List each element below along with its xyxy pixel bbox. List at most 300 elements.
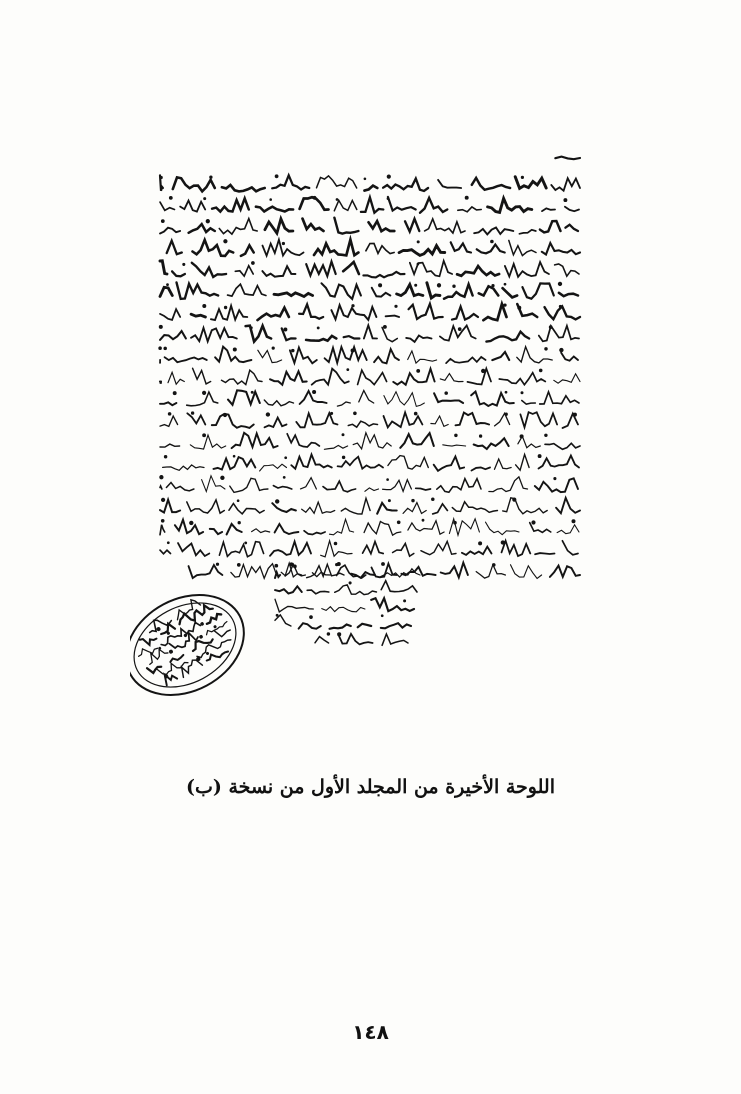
ink-stroke: [522, 401, 536, 405]
ink-stroke: [468, 369, 492, 385]
ink-stroke: [509, 240, 536, 255]
ink-stroke: [222, 185, 265, 191]
ink-dot: [161, 220, 164, 223]
ink-dot: [203, 305, 206, 308]
ink-stroke: [312, 369, 349, 385]
ink-dot: [493, 564, 496, 567]
ink-stroke: [307, 590, 329, 594]
ink-stroke: [474, 228, 513, 235]
ink-stroke: [403, 503, 426, 514]
ink-dot: [331, 412, 333, 414]
ink-stroke: [441, 563, 468, 578]
ink-stroke: [301, 478, 317, 489]
ink-stroke: [519, 230, 535, 234]
ink-stroke: [344, 336, 360, 338]
ink-stroke: [160, 416, 178, 426]
ink-stroke: [338, 634, 373, 645]
manuscript-text-block: [159, 157, 580, 579]
ink-dot: [161, 498, 164, 501]
ink-stroke: [452, 502, 497, 513]
ink-stroke: [322, 607, 365, 612]
ink-dot: [465, 196, 468, 199]
ink-stroke: [393, 369, 434, 385]
ink-dot: [387, 175, 390, 178]
ink-stroke: [522, 283, 553, 298]
ink-dot: [521, 176, 523, 178]
ink-stroke: [443, 445, 466, 446]
ink-dot: [251, 391, 253, 393]
ink-dot: [266, 413, 269, 416]
ink-stroke: [173, 177, 215, 191]
ink-stroke: [317, 176, 357, 188]
ink-dot: [559, 305, 561, 307]
ink-stroke: [258, 350, 282, 362]
ink-dot: [317, 327, 319, 329]
ink-stroke: [167, 241, 182, 255]
ink-stroke: [160, 261, 167, 274]
ink-stroke: [382, 327, 397, 341]
ink-stroke: [178, 543, 209, 556]
ink-dot: [337, 563, 340, 566]
ink-stroke: [140, 633, 158, 648]
ink-stroke: [163, 465, 204, 470]
ink-stroke: [314, 240, 358, 256]
ink-stroke: [334, 218, 358, 234]
ink-stroke: [252, 529, 270, 533]
ink-stroke: [353, 433, 391, 449]
ink-stroke: [535, 553, 554, 554]
ink-stroke: [539, 326, 579, 342]
ink-stroke: [369, 221, 395, 231]
ink-dot: [382, 563, 385, 566]
ink-dot: [164, 347, 167, 350]
ink-stroke: [287, 434, 319, 447]
ink-stroke: [260, 464, 287, 471]
ink-stroke: [270, 371, 307, 384]
ink-stroke: [162, 670, 178, 685]
ink-stroke: [377, 503, 397, 514]
ink-stroke: [382, 634, 408, 645]
ink-dot: [422, 519, 424, 521]
ink-stroke: [486, 332, 529, 342]
ink-dot: [404, 600, 406, 602]
ink-dot: [167, 542, 169, 544]
ink-dot: [397, 521, 400, 524]
ink-stroke: [440, 326, 476, 341]
ink-stroke: [384, 392, 425, 407]
ink-dot: [445, 392, 448, 395]
ink-stroke: [330, 625, 351, 629]
ink-dot: [282, 242, 284, 244]
ink-dot: [294, 565, 297, 568]
ink-stroke: [476, 565, 505, 578]
ink-dot: [492, 284, 494, 286]
ink-stroke: [227, 524, 242, 534]
ink-dot: [184, 634, 187, 637]
ink-dot: [521, 392, 523, 394]
ink-stroke: [262, 266, 295, 276]
ink-stroke: [168, 372, 184, 384]
ink-dot: [159, 347, 162, 350]
ink-dot: [379, 284, 382, 287]
ink-stroke: [383, 179, 428, 191]
ownership-seal: [130, 575, 261, 714]
ink-dot: [237, 500, 239, 502]
ink-dot: [313, 196, 316, 199]
ink-dot: [558, 282, 561, 285]
ink-dot: [156, 627, 160, 631]
ink-stroke: [219, 219, 257, 235]
ink-dot: [351, 349, 354, 352]
ink-dot: [388, 500, 390, 502]
ink-dot: [251, 327, 253, 329]
ink-stroke: [446, 357, 486, 363]
ink-dot: [395, 305, 397, 307]
ink-stroke: [410, 261, 452, 277]
ink-dot: [458, 328, 461, 331]
ink-stroke: [393, 544, 414, 557]
ink-stroke: [495, 459, 512, 469]
ink-dot: [432, 498, 435, 501]
manuscript-image: [130, 140, 590, 760]
ink-stroke: [302, 502, 335, 513]
ink-stroke: [160, 309, 180, 320]
ink-dot: [167, 284, 169, 286]
ink-dot: [520, 435, 523, 438]
ink-stroke: [187, 413, 205, 424]
ink-dot: [518, 306, 521, 309]
ink-stroke: [477, 245, 505, 254]
ink-dot: [183, 263, 185, 265]
ink-dot: [455, 434, 457, 436]
ink-stroke: [265, 418, 287, 428]
ink-stroke: [372, 288, 391, 297]
ink-stroke: [420, 198, 447, 213]
ink-stroke: [147, 662, 162, 674]
ink-stroke: [246, 326, 272, 342]
ink-stroke: [474, 438, 509, 449]
ink-stroke: [214, 457, 256, 469]
ink-stroke: [489, 477, 528, 492]
ink-stroke: [337, 402, 350, 406]
ink-stroke: [381, 581, 417, 592]
ink-stroke: [517, 304, 537, 317]
ink-stroke: [235, 266, 253, 276]
ink-stroke: [462, 547, 492, 555]
ink-stroke: [275, 524, 299, 534]
ink-stroke: [539, 456, 580, 469]
ink-dot: [204, 198, 206, 200]
ink-stroke: [358, 624, 372, 627]
ink-dot: [210, 176, 212, 178]
ink-dot: [417, 369, 420, 372]
ink-stroke: [330, 519, 354, 535]
ink-dot: [223, 413, 226, 416]
ink-stroke: [322, 283, 361, 299]
ink-dot: [415, 284, 417, 286]
ink-stroke: [540, 392, 579, 404]
ink-stroke: [169, 653, 184, 663]
ink-dot: [352, 305, 354, 307]
ink-dot: [173, 392, 176, 395]
ink-stroke: [158, 622, 175, 636]
ink-dot: [252, 262, 255, 265]
ink-dot: [538, 455, 541, 458]
figure-caption: اللوحة الأخيرة من المجلد الأول من نسخة (ب): [186, 776, 555, 798]
ink-dot: [417, 263, 419, 265]
ink-stroke: [160, 287, 172, 296]
ink-stroke: [503, 498, 548, 514]
ink-dot: [313, 390, 316, 393]
ink-stroke: [187, 500, 225, 513]
ink-stroke: [371, 598, 414, 611]
ink-stroke: [565, 225, 578, 231]
ink-dot: [564, 199, 567, 202]
ink-stroke: [562, 541, 578, 555]
ink-dot: [347, 369, 349, 371]
ink-stroke: [561, 353, 578, 361]
ink-stroke: [258, 308, 289, 320]
ink-stroke: [166, 483, 194, 491]
ink-stroke: [160, 331, 186, 340]
ink-stroke: [488, 198, 532, 212]
ink-stroke: [472, 467, 491, 470]
ink-stroke: [315, 637, 329, 643]
ink-stroke: [212, 198, 249, 211]
ink-stroke: [324, 445, 347, 449]
ink-stroke: [160, 228, 180, 234]
ink-stroke: [565, 207, 579, 212]
ink-stroke: [550, 566, 580, 577]
ink-dot: [513, 498, 516, 501]
ink-stroke: [381, 623, 411, 628]
ink-stroke: [437, 479, 481, 493]
ink-stroke: [331, 305, 376, 320]
ink-stroke: [192, 263, 226, 277]
ink-stroke: [291, 455, 332, 469]
ink-stroke: [471, 392, 514, 406]
ink-stroke: [434, 393, 463, 403]
ink-dot: [160, 476, 163, 479]
ink-stroke: [323, 481, 356, 492]
ink-dot: [168, 413, 171, 416]
ink-dot: [160, 176, 162, 178]
ink-stroke: [492, 352, 509, 360]
ink-dot: [560, 348, 563, 351]
ink-stroke: [222, 370, 263, 384]
ink-dot: [206, 652, 209, 655]
ink-stroke: [265, 219, 293, 233]
ink-stroke: [193, 368, 211, 384]
ink-stroke: [212, 414, 254, 428]
ink-dot: [532, 521, 535, 524]
ink-stroke: [299, 304, 323, 318]
ink-dot: [167, 632, 170, 635]
ink-dot: [272, 347, 274, 349]
ink-stroke: [363, 542, 384, 554]
ink-stroke: [405, 219, 419, 232]
ink-dot: [479, 542, 482, 545]
ink-stroke: [299, 623, 321, 629]
ink-dot: [203, 434, 206, 437]
ink-stroke: [456, 413, 490, 426]
ink-dot: [504, 283, 506, 285]
ink-stroke: [160, 486, 162, 489]
ink-dot: [417, 241, 419, 243]
ink-stroke: [205, 612, 222, 624]
ink-stroke: [542, 208, 555, 211]
ink-stroke: [191, 328, 237, 342]
ink-stroke: [241, 245, 254, 256]
ink-dot: [284, 328, 287, 331]
ink-dot: [354, 412, 357, 415]
ink-dot: [275, 564, 278, 567]
ink-stroke: [458, 207, 481, 212]
ink-stroke: [230, 478, 268, 492]
ink-dot: [387, 198, 389, 200]
ink-stroke: [486, 522, 520, 535]
ink-stroke: [306, 336, 336, 341]
ink-stroke: [189, 565, 223, 578]
ink-stroke: [408, 351, 437, 363]
ink-dot: [412, 499, 414, 501]
ink-stroke: [409, 304, 443, 319]
ink-stroke: [341, 498, 370, 514]
ink-stroke: [256, 207, 293, 212]
ink-dot: [554, 478, 556, 480]
ink-dot: [237, 564, 240, 567]
ink-stroke: [228, 390, 260, 405]
ink-dot: [504, 304, 506, 306]
ink-stroke: [457, 266, 499, 276]
ink-stroke: [175, 520, 203, 534]
ink-stroke: [551, 178, 580, 191]
ink-dot: [414, 412, 417, 415]
ink-stroke: [180, 201, 205, 212]
ink-dot: [203, 391, 206, 394]
ink-stroke: [502, 541, 531, 556]
ink-dot: [349, 582, 351, 584]
ink-stroke: [479, 286, 499, 295]
ink-stroke: [399, 246, 445, 256]
ink-stroke: [559, 293, 578, 296]
ink-stroke: [434, 457, 464, 471]
ink-dot: [285, 457, 287, 459]
ink-dot: [574, 413, 577, 416]
ink-stroke: [232, 433, 278, 448]
ink-stroke: [165, 357, 207, 362]
ink-stroke: [499, 373, 545, 385]
ink-stroke: [438, 180, 461, 188]
ink-stroke: [160, 444, 180, 447]
ink-stroke: [303, 219, 324, 231]
ink-stroke: [503, 288, 517, 297]
ink-dot: [539, 369, 542, 372]
ink-stroke: [160, 402, 176, 405]
ink-stroke: [416, 488, 431, 490]
ink-stroke: [358, 370, 387, 384]
ink-stroke: [365, 186, 378, 191]
ink-dot: [482, 369, 485, 372]
ink-stroke: [160, 550, 171, 554]
ink-stroke: [272, 503, 296, 512]
ink-dot: [545, 434, 547, 436]
ink-stroke: [408, 521, 444, 535]
ink-dot: [292, 349, 294, 351]
ink-dot: [191, 412, 193, 414]
ink-dot: [501, 541, 504, 544]
ink-dot: [224, 306, 226, 308]
ink-stroke: [359, 391, 374, 404]
ink-stroke: [542, 243, 580, 255]
ink-dot: [364, 178, 366, 180]
ink-stroke: [516, 454, 530, 470]
ink-stroke: [444, 284, 473, 298]
ink-dot: [491, 240, 494, 243]
ink-stroke: [400, 433, 434, 448]
ink-stroke: [273, 486, 291, 489]
ink-stroke: [452, 307, 478, 320]
ink-stroke: [511, 565, 542, 579]
ink-stroke: [191, 314, 205, 317]
ink-stroke: [431, 416, 448, 426]
ink-dot: [159, 647, 161, 649]
ink-stroke: [274, 293, 313, 297]
ink-stroke: [228, 284, 266, 296]
ink-stroke: [555, 157, 580, 160]
ink-dot: [310, 616, 313, 619]
ink-stroke: [270, 542, 311, 556]
ink-stroke: [397, 284, 423, 295]
ink-stroke: [177, 282, 219, 299]
ink-stroke: [334, 200, 357, 210]
ink-stroke: [296, 413, 337, 427]
ink-dot: [453, 285, 455, 287]
ink-stroke: [421, 541, 456, 554]
ink-dot: [238, 522, 240, 524]
ink-dot: [169, 197, 172, 200]
ink-dot: [387, 479, 389, 481]
ink-stroke: [275, 572, 280, 578]
ink-dot: [199, 635, 203, 639]
ink-stroke: [406, 336, 431, 342]
ink-stroke: [219, 542, 263, 557]
ink-dot: [221, 476, 224, 479]
ink-stroke: [189, 224, 215, 233]
ink-dot: [505, 413, 507, 415]
ink-stroke: [515, 177, 546, 189]
ink-stroke: [275, 586, 302, 593]
ink-stroke: [388, 197, 416, 211]
ink-stroke: [160, 382, 161, 384]
ink-stroke: [451, 242, 471, 252]
ink-stroke: [210, 529, 222, 534]
ink-dot: [270, 199, 272, 201]
ink-dot: [233, 348, 236, 351]
ink-dot: [216, 563, 218, 565]
ink-stroke: [348, 421, 377, 427]
ink-stroke: [449, 519, 479, 535]
ink-stroke: [425, 219, 465, 233]
ink-dot: [169, 650, 173, 654]
ink-stroke: [211, 306, 247, 320]
ink-dot: [545, 348, 547, 350]
ink-stroke: [440, 374, 463, 382]
ink-stroke: [160, 202, 175, 210]
ink-dot: [276, 614, 278, 616]
ink-dot: [200, 622, 203, 625]
ink-stroke: [190, 435, 225, 449]
